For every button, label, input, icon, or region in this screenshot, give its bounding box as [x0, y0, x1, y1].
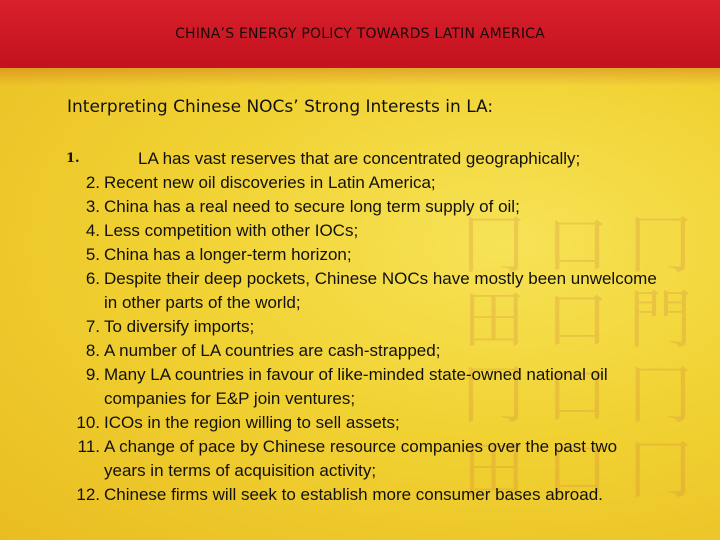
slide-header-title: CHINA’S ENERGY POLICY TOWARDS LATIN AMERICA [175, 26, 545, 42]
slide-subtitle: Interpreting Chinese NOCs’ Strong Interests in LA: [67, 97, 494, 117]
list-item-text: A change of pace by Chinese resource companies over the past two years in terms of acquisition activity; [104, 437, 618, 480]
list-item-text: Despite their deep pockets, Chinese NOCs have mostly been unwelcome in other parts of the world; [104, 269, 657, 312]
list-item-text: LA has vast reserves that are concentrated geographically; [138, 149, 581, 168]
list-item-number: 8. [85, 341, 100, 360]
list-item-number: 1. [66, 151, 80, 166]
list-item-number: 6. [85, 269, 100, 288]
list-item-text: ICOs in the region willing to sell assets; [104, 413, 400, 432]
list-item-number: 3. [85, 197, 100, 216]
list-item-number: 10. [76, 413, 100, 432]
list-item-number: 7. [85, 317, 100, 336]
list-item-number: 12. [76, 485, 100, 504]
list-item-text: Many LA countries in favour of like-minded state-owned national oil companies for E&P join ventures; [104, 365, 608, 408]
list-item [62, 195, 702, 219]
list-item [62, 315, 702, 339]
list-item-text: A number of LA countries are cash-strapped; [104, 341, 441, 360]
list-item [62, 435, 702, 483]
list-item [62, 339, 702, 363]
list-item-text: Less competition with other IOCs; [104, 221, 359, 240]
title-banner [0, 0, 720, 68]
list-item-number: 4. [85, 221, 100, 240]
list-item-text: China has a longer-term horizon; [104, 245, 352, 264]
list-item-text: Chinese firms will seek to establish more consumer bases abroad. [104, 485, 603, 504]
list-item-text: Recent new oil discoveries in Latin America; [104, 173, 436, 192]
reasons-list [62, 147, 702, 507]
list-item [62, 411, 702, 435]
list-item-number: 5. [85, 245, 100, 264]
seal-watermark: 冂 口 冂 田 口 門 冂 口 冂 田 口 冂 [461, 209, 693, 508]
list-item [62, 267, 702, 315]
list-item-number: 11. [77, 437, 100, 456]
list-item [62, 243, 702, 267]
list-item-text: China has a real need to secure long term supply of oil; [104, 197, 520, 216]
list-item [62, 483, 702, 507]
list-item [62, 171, 702, 195]
list-item [62, 147, 702, 171]
list-item-number: 2. [85, 173, 100, 192]
list-item [62, 219, 702, 243]
list-item-text: To diversify imports; [104, 317, 255, 336]
list-item [62, 363, 702, 411]
list-item-number: 9. [85, 365, 100, 384]
banner-shadow [0, 68, 720, 86]
